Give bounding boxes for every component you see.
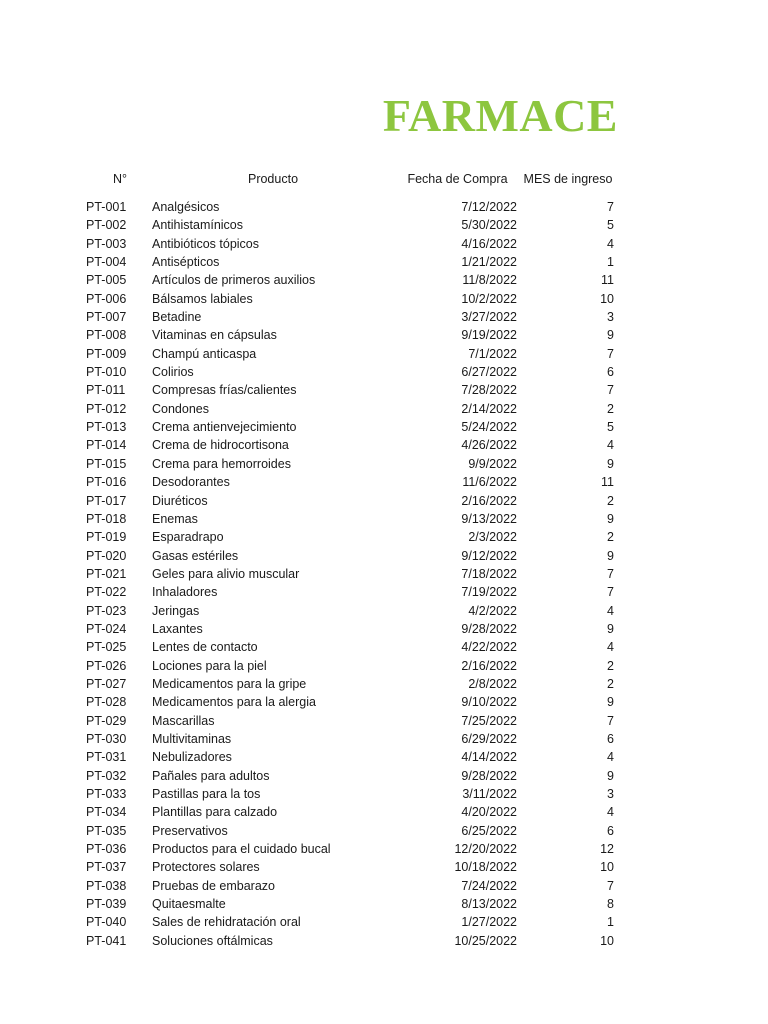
cell-entry-month: 2 [607, 401, 614, 416]
cell-purchase-date: 6/27/2022 [461, 365, 517, 380]
table-row [0, 895, 768, 913]
cell-purchase-date: 10/25/2022 [454, 933, 517, 948]
cell-number: PT-025 [86, 640, 127, 655]
cell-number: PT-005 [86, 273, 127, 288]
cell-entry-month: 2 [607, 658, 614, 673]
cell-entry-month: 7 [607, 566, 614, 581]
cell-entry-month: 7 [607, 878, 614, 893]
cell-entry-month: 6 [607, 823, 614, 838]
cell-product: Multivitaminas [152, 731, 232, 746]
cell-product: Condones [152, 401, 209, 416]
cell-number: PT-021 [86, 566, 127, 581]
table-row [0, 767, 768, 785]
cell-purchase-date: 7/24/2022 [461, 878, 517, 893]
cell-product: Jeringas [152, 603, 200, 618]
cell-purchase-date: 4/26/2022 [461, 438, 517, 453]
cell-number: PT-003 [86, 236, 127, 251]
cell-entry-month: 11 [601, 273, 614, 288]
cell-product: Desodorantes [152, 475, 230, 490]
cell-purchase-date: 10/2/2022 [461, 291, 517, 306]
table-row [0, 657, 768, 675]
cell-number: PT-020 [86, 548, 127, 563]
cell-product: Nebulizadores [152, 750, 232, 765]
cell-purchase-date: 7/25/2022 [461, 713, 517, 728]
cell-purchase-date: 5/30/2022 [461, 218, 517, 233]
table-row [0, 730, 768, 748]
cell-number: PT-038 [86, 878, 127, 893]
cell-entry-month: 4 [607, 750, 614, 765]
page-title: FARMACE [382, 90, 618, 141]
cell-product: Productos para el cuidado bucal [152, 842, 331, 857]
cell-purchase-date: 8/13/2022 [461, 897, 517, 912]
cell-number: PT-028 [86, 695, 127, 710]
cell-product: Plantillas para calzado [152, 805, 278, 820]
header-entry-month: MES de ingreso [523, 172, 613, 186]
cell-entry-month: 9 [607, 621, 614, 636]
cell-product: Pastillas para la tos [152, 787, 261, 801]
cell-number: PT-029 [86, 713, 127, 728]
cell-number: PT-008 [86, 328, 127, 343]
table-row [0, 363, 768, 381]
cell-number: PT-018 [86, 511, 127, 526]
cell-product: Artículos de primeros auxilios [152, 273, 316, 288]
cell-purchase-date: 4/14/2022 [461, 750, 517, 765]
cell-number: PT-011 [86, 383, 126, 398]
table-row [0, 913, 768, 931]
cell-number: PT-031 [86, 750, 127, 765]
cell-number: PT-030 [86, 731, 127, 746]
header-product: Producto [247, 172, 299, 186]
cell-entry-month: 5 [607, 218, 614, 233]
table-row [0, 693, 768, 711]
cell-purchase-date: 7/18/2022 [461, 566, 517, 581]
cell-product: Sales de rehidratación oral [152, 915, 301, 930]
table-row [0, 858, 768, 876]
cell-entry-month: 10 [600, 860, 614, 875]
cell-purchase-date: 2/14/2022 [461, 401, 517, 416]
cell-entry-month: 1 [607, 915, 614, 930]
cell-entry-month: 4 [607, 438, 614, 453]
cell-entry-month: 7 [607, 346, 614, 361]
cell-purchase-date: 2/3/2022 [468, 530, 517, 545]
cell-entry-month: 7 [607, 713, 614, 728]
cell-entry-month: 9 [607, 328, 614, 343]
cell-purchase-date: 3/11/2022 [462, 787, 517, 801]
header-purchase-date: Fecha de Compra [407, 172, 508, 186]
cell-number: PT-035 [86, 823, 127, 838]
cell-number: PT-017 [86, 493, 127, 508]
cell-number: PT-004 [86, 255, 127, 270]
header-number: N° [112, 172, 128, 186]
table-row [0, 290, 768, 308]
table-row [0, 602, 768, 620]
cell-purchase-date: 1/21/2022 [461, 255, 517, 270]
table-row [0, 583, 768, 601]
cell-number: PT-002 [86, 218, 127, 233]
table-row [0, 436, 768, 454]
cell-entry-month: 6 [607, 731, 614, 746]
cell-purchase-date: 11/6/2022 [462, 475, 517, 490]
cell-purchase-date: 2/16/2022 [461, 493, 517, 508]
table-row [0, 638, 768, 656]
cell-purchase-date: 5/24/2022 [461, 420, 517, 435]
cell-purchase-date: 9/28/2022 [461, 768, 517, 783]
cell-number: PT-012 [86, 401, 127, 416]
cell-product: Antibióticos tópicos [152, 236, 260, 251]
table-row [0, 253, 768, 271]
table-row [0, 308, 768, 326]
cell-purchase-date: 4/22/2022 [461, 640, 517, 655]
cell-number: PT-006 [86, 291, 127, 306]
table-row [0, 565, 768, 583]
table-row [0, 803, 768, 821]
cell-purchase-date: 2/16/2022 [461, 658, 517, 673]
table-row [0, 675, 768, 693]
cell-product: Medicamentos para la gripe [152, 676, 307, 691]
cell-entry-month: 5 [607, 420, 614, 435]
table-row [0, 271, 768, 289]
cell-product: Antihistamínicos [152, 218, 244, 233]
table-row [0, 748, 768, 766]
table-body [0, 198, 768, 950]
cell-number: PT-016 [86, 475, 127, 490]
cell-product: Analgésicos [152, 200, 220, 214]
cell-product: Betadine [152, 310, 202, 325]
table-row [0, 785, 768, 803]
cell-number: PT-015 [86, 456, 127, 471]
cell-entry-month: 10 [600, 291, 614, 306]
cell-entry-month: 7 [607, 585, 614, 600]
cell-entry-month: 3 [607, 310, 614, 325]
cell-purchase-date: 7/12/2022 [461, 200, 517, 214]
cell-entry-month: 4 [607, 236, 614, 251]
product-table [0, 169, 768, 950]
cell-purchase-date: 3/27/2022 [461, 310, 517, 325]
cell-number: PT-040 [86, 915, 127, 930]
cell-number: PT-014 [86, 438, 127, 453]
table-row [0, 510, 768, 528]
cell-product: Lentes de contacto [152, 640, 258, 655]
cell-entry-month: 2 [607, 530, 614, 545]
cell-product: Pruebas de embarazo [152, 878, 275, 893]
cell-purchase-date: 11/8/2022 [462, 273, 517, 288]
cell-purchase-date: 6/25/2022 [461, 823, 517, 838]
table-header-row [0, 169, 768, 189]
cell-product: Esparadrapo [152, 530, 224, 545]
cell-number: PT-039 [86, 897, 127, 912]
cell-product: Protectores solares [152, 860, 260, 875]
cell-entry-month: 7 [607, 200, 614, 214]
cell-purchase-date: 4/2/2022 [468, 603, 517, 618]
table-row [0, 235, 768, 253]
cell-product: Colirios [152, 365, 194, 380]
cell-entry-month: 9 [607, 548, 614, 563]
cell-purchase-date: 9/9/2022 [468, 456, 517, 471]
cell-entry-month: 4 [607, 640, 614, 655]
cell-product: Compresas frías/calientes [152, 383, 297, 398]
cell-purchase-date: 7/19/2022 [461, 585, 517, 600]
cell-purchase-date: 4/20/2022 [461, 805, 517, 820]
cell-number: PT-010 [86, 365, 127, 380]
cell-product: Vitaminas en cápsulas [152, 328, 277, 343]
cell-entry-month: 12 [600, 842, 614, 857]
cell-number: PT-001 [86, 200, 127, 214]
cell-number: PT-007 [86, 310, 127, 325]
cell-entry-month: 4 [607, 603, 614, 618]
cell-number: PT-032 [86, 768, 127, 783]
cell-product: Preservativos [152, 823, 228, 838]
cell-entry-month: 11 [601, 475, 614, 490]
cell-number: PT-037 [86, 860, 127, 875]
cell-number: PT-013 [86, 420, 127, 435]
cell-product: Champú anticaspa [152, 346, 257, 361]
cell-product: Bálsamos labiales [152, 291, 253, 306]
table-row [0, 345, 768, 363]
cell-number: PT-019 [86, 530, 127, 545]
cell-purchase-date: 9/13/2022 [461, 511, 517, 526]
cell-entry-month: 8 [607, 897, 614, 912]
cell-product: Soluciones oftálmicas [152, 933, 273, 948]
table-row [0, 400, 768, 418]
table-row [0, 822, 768, 840]
cell-number: PT-023 [86, 603, 127, 618]
table-row [0, 528, 768, 546]
table-row [0, 418, 768, 436]
cell-entry-month: 6 [607, 365, 614, 380]
table-row [0, 840, 768, 858]
cell-number: PT-009 [86, 346, 127, 361]
cell-entry-month: 2 [607, 493, 614, 508]
table-row [0, 547, 768, 565]
cell-number: PT-034 [86, 805, 127, 820]
cell-purchase-date: 7/1/2022 [468, 346, 517, 361]
cell-purchase-date: 1/27/2022 [461, 915, 517, 930]
cell-product: Crema para hemorroides [152, 456, 291, 471]
table-row [0, 198, 768, 216]
table-row [0, 877, 768, 895]
cell-product: Antisépticos [152, 255, 220, 270]
cell-product: Crema antienvejecimiento [152, 420, 297, 435]
table-row [0, 473, 768, 491]
cell-entry-month: 9 [607, 695, 614, 710]
cell-purchase-date: 9/10/2022 [461, 695, 517, 710]
cell-entry-month: 1 [607, 255, 614, 270]
cell-entry-month: 10 [600, 933, 614, 948]
cell-product: Laxantes [152, 621, 203, 636]
cell-number: PT-027 [86, 676, 127, 691]
cell-product: Geles para alivio muscular [152, 566, 300, 581]
cell-number: PT-022 [86, 585, 127, 600]
cell-entry-month: 7 [607, 383, 614, 398]
cell-entry-month: 9 [607, 456, 614, 471]
table-row [0, 712, 768, 730]
cell-purchase-date: 9/19/2022 [461, 328, 517, 343]
cell-purchase-date: 4/16/2022 [461, 236, 517, 251]
table-row [0, 216, 768, 234]
cell-entry-month: 9 [607, 768, 614, 783]
cell-product: Gasas estériles [152, 548, 239, 563]
cell-product: Diuréticos [152, 493, 208, 508]
table-row [0, 381, 768, 399]
cell-entry-month: 4 [607, 805, 614, 820]
cell-entry-month: 9 [607, 511, 614, 526]
cell-product: Crema de hidrocortisona [152, 438, 289, 453]
cell-product: Lociones para la piel [152, 658, 267, 673]
cell-product: Quitaesmalte [152, 897, 226, 912]
cell-purchase-date: 7/28/2022 [461, 383, 517, 398]
cell-purchase-date: 6/29/2022 [461, 731, 517, 746]
cell-purchase-date: 9/12/2022 [461, 548, 517, 563]
cell-entry-month: 3 [607, 787, 614, 801]
cell-product: Enemas [152, 511, 198, 526]
cell-product: Mascarillas [152, 713, 215, 728]
cell-number: PT-041 [86, 933, 127, 948]
cell-number: PT-026 [86, 658, 127, 673]
table-row [0, 932, 768, 950]
cell-number: PT-033 [86, 787, 127, 801]
cell-product: Medicamentos para la alergia [152, 695, 316, 710]
cell-product: Pañales para adultos [152, 768, 270, 783]
table-row [0, 492, 768, 510]
cell-entry-month: 2 [607, 676, 614, 691]
table-row [0, 455, 768, 473]
cell-number: PT-036 [86, 842, 127, 857]
cell-product: Inhaladores [152, 585, 218, 600]
cell-purchase-date: 12/20/2022 [454, 842, 517, 857]
table-row [0, 620, 768, 638]
cell-number: PT-024 [86, 621, 127, 636]
cell-purchase-date: 2/8/2022 [468, 676, 517, 691]
cell-purchase-date: 10/18/2022 [454, 860, 517, 875]
cell-purchase-date: 9/28/2022 [461, 621, 517, 636]
table-row [0, 326, 768, 344]
